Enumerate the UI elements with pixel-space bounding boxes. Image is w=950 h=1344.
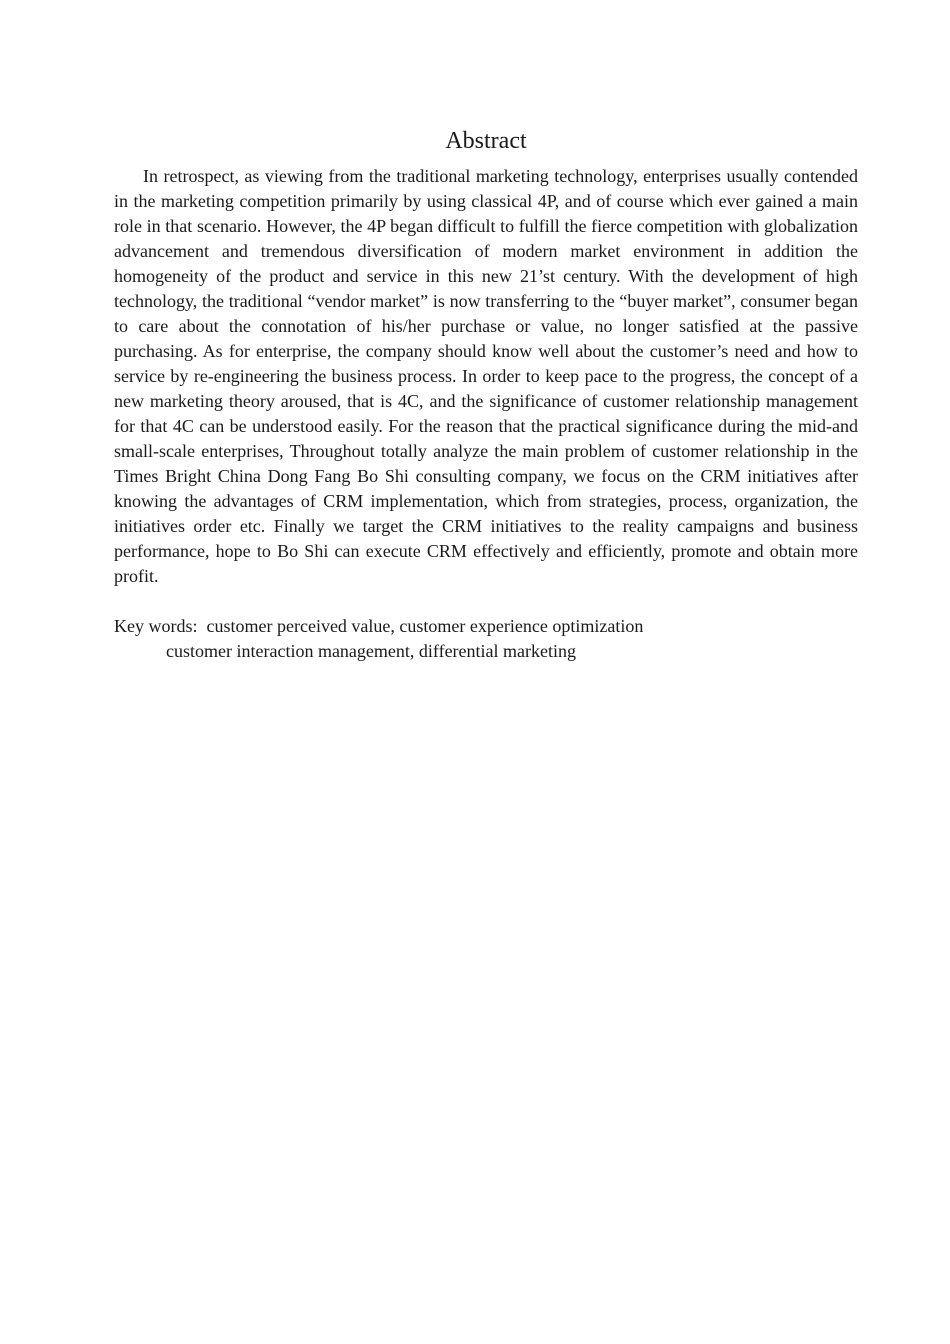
abstract-body: In retrospect, as viewing from the traditional marketing technology, enterprises usually contended in the marketing competition primarily by using classical 4P, and of course which ever gained a main role in that scenario. However, the 4P began difficult to fulfill the fierce competition with globalization advancement and tremendous diversification of modern market environment in addition the homogeneity of the product and service in this new 21’st century. With the development of high technology, the traditional “vendor market” is now transferring to the “buyer market”, consumer began to care about the connotation of his/her purchase or value, no longer satisfied at the passive purchasing. As for enterprise, the company should know well about the customer’s need and how to service by re-engineering the business process. In order to keep pace to the progress, the concept of a new marketing theory aroused, that is 4C, and the significance of customer relationship management for that 4C can be understood easily. For the reason that the practical significance during the mid-and small-scale enterprises, Throughout totally analyze the main problem of customer relationship in the Times Bright China Dong Fang Bo Shi consulting company, we focus on the CRM initiatives after knowing the advantages of CRM implementation, which from strategies, process, organization, the initiatives order etc. Finally we target the CRM initiatives to the reality campaigns and business performance, hope to Bo Shi can execute CRM effectively and efficiently, promote and obtain more profit. xyxy=(114,166,858,586)
abstract-section xyxy=(114,124,858,664)
keywords-text-2: customer interaction management, differential marketing xyxy=(166,641,577,661)
keywords-block xyxy=(114,614,858,664)
abstract-title: Abstract xyxy=(445,128,527,154)
keywords-line-2 xyxy=(114,639,858,664)
keywords-label: Key words: xyxy=(114,616,198,636)
keywords-line-1 xyxy=(114,614,858,639)
keywords-text-1: customer perceived value, customer experience optimization xyxy=(206,616,644,636)
